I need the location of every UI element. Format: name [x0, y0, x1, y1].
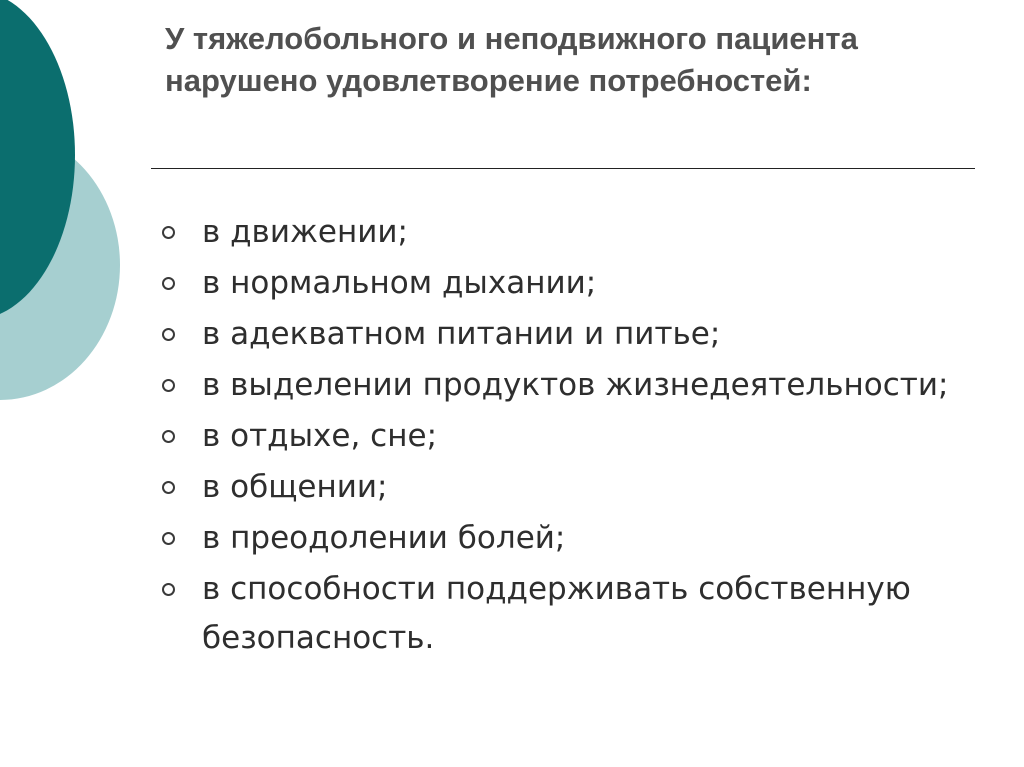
slide-title: У тяжелобольного и неподвижного пациента нарушено удовлетворение потребностей:: [165, 21, 858, 98]
circle-bullet-icon: [162, 430, 175, 443]
list-item-text: в движении;: [202, 214, 408, 250]
list-item: [158, 412, 978, 461]
circle-bullet-icon: [162, 277, 175, 290]
list-item-text: в преодолении болей;: [202, 520, 566, 556]
list-item-text: в отдыхе, сне;: [202, 418, 438, 454]
list-item-text: в способности поддерживать собственную безопасность.: [202, 571, 911, 656]
circle-bullet-icon: [162, 328, 175, 341]
list-item-text: в общении;: [202, 469, 388, 505]
bullet-list: [158, 208, 978, 663]
title-divider: [151, 168, 975, 169]
list-item: [158, 310, 978, 359]
circle-bullet-icon: [162, 226, 175, 239]
circle-bullet-icon: [162, 532, 175, 545]
list-item: [158, 565, 978, 663]
list-item: [158, 514, 978, 563]
circle-bullet-icon: [162, 481, 175, 494]
list-item: [158, 361, 978, 410]
circle-bullet-icon: [162, 379, 175, 392]
list-item: [158, 463, 978, 512]
list-item: [158, 259, 978, 308]
circle-bullet-icon: [162, 583, 175, 596]
list-item-text: в выделении продуктов жизнедеятельности;: [202, 367, 949, 403]
list-item-text: в нормальном дыхании;: [202, 265, 597, 301]
list-item: [158, 208, 978, 257]
list-item-text: в адекватном питании и питье;: [202, 316, 721, 352]
